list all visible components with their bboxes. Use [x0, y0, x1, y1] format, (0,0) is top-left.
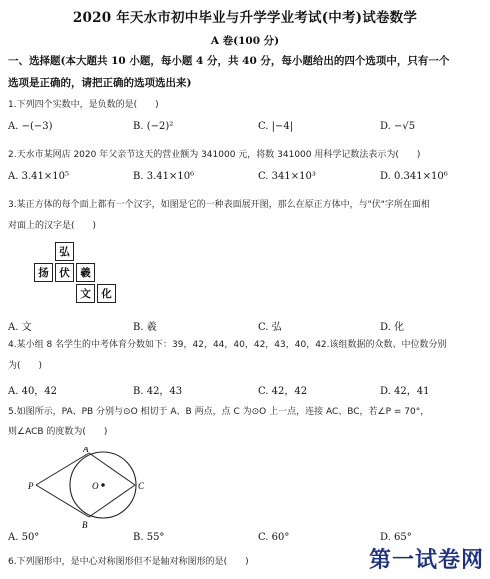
tangent-line-pb [36, 485, 89, 517]
question-3-stem-line1: 3.某正方体的每个面上都有一个汉字，如图是它的一种表面展开图，那么在原正方体中，与"伏"字所在面相 [8, 200, 430, 210]
option-c: C. 60° [258, 532, 290, 543]
question-5-stem-line1: 5.如图所示，PA、PB 分别与⊙O 相切于 A、B 两点，点 C 为⊙O 上一点，连接 AC、BC，若∠P = 70°， [8, 407, 430, 417]
option-c: C. 弘 [258, 322, 282, 333]
net-cell: 伏 [55, 263, 74, 282]
question-5-stem-line2: 则∠ACB 的度数为( ) [8, 427, 108, 437]
label-c: C [138, 481, 145, 491]
net-cell: 弘 [55, 242, 74, 261]
tangent-line-pa [36, 453, 89, 485]
option-d: D. 化 [380, 322, 405, 333]
cube-net-figure [34, 242, 174, 307]
option-b: B. 3.41×10⁶ [133, 171, 195, 182]
label-b: B [82, 520, 88, 529]
center-point [101, 483, 105, 487]
section-heading-line1: 一、选择题(本大题共 10 小题，每小题 4 分，共 40 分，每小题给出的四个选项中，只有一个 [8, 55, 450, 67]
net-cell: 文 [76, 284, 95, 303]
option-b: B. (−2)² [133, 121, 174, 132]
option-d: D. 0.341×10⁶ [380, 171, 448, 182]
label-p: P [28, 481, 34, 491]
net-cell: 扬 [34, 263, 53, 282]
question-6-stem: 6.下列图形中，是中心对称图形但不是轴对称图形的是( ) [8, 557, 249, 567]
option-c: C. 42，42 [258, 386, 308, 397]
option-b: B. 55° [133, 532, 165, 543]
option-d: D. −√5 [380, 121, 416, 132]
question-4-options [8, 382, 486, 398]
option-a: A. 文 [8, 322, 32, 333]
question-1-stem: 1.下列四个实数中，是负数的是( ) [8, 100, 159, 110]
option-a: A. 3.41×10⁵ [8, 171, 69, 182]
question-3-options [8, 318, 486, 334]
option-b: B. 羲 [133, 322, 157, 333]
page-title: 2020 年天水市初中毕业与升学学业考试(中考)试卷数学 [72, 10, 418, 26]
option-d: D. 65° [380, 532, 412, 543]
net-cell: 羲 [76, 263, 95, 282]
watermark-logo: 第一试卷网 [368, 548, 484, 573]
question-2-options [8, 171, 486, 187]
question-4-stem-line2: 为( ) [8, 361, 43, 371]
label-o: O [92, 481, 99, 491]
page-subtitle: A 卷(100 分) [210, 35, 280, 47]
tangent-circle-figure [28, 447, 178, 529]
label-a: A [83, 447, 89, 454]
question-2-stem: 2.天水市某网店 2020 年父亲节这天的营业额为 341000 元，将数 341000 用科学记数法表示为( ) [8, 150, 421, 160]
option-b: B. 42，43 [133, 386, 183, 397]
question-3-stem-line2: 对面上的汉字是( ) [8, 221, 97, 231]
question-4-stem-line1: 4.某小组 8 名学生的中考体育分数如下：39，42，44，40，42，43，40，42.该组数据的众数、中位数分别 [8, 340, 447, 350]
net-cell: 化 [97, 284, 116, 303]
option-a: A. 50° [8, 532, 40, 543]
option-c: C. |−4| [258, 121, 294, 132]
option-d: D. 42，41 [380, 386, 430, 397]
option-a: A. −(−3) [8, 121, 53, 132]
option-c: C. 341×10³ [258, 171, 316, 182]
option-a: A. 40，42 [8, 386, 58, 397]
section-heading-line2: 选项是正确的，请把正确的选项选出来) [8, 77, 192, 89]
question-1-options [8, 121, 486, 137]
